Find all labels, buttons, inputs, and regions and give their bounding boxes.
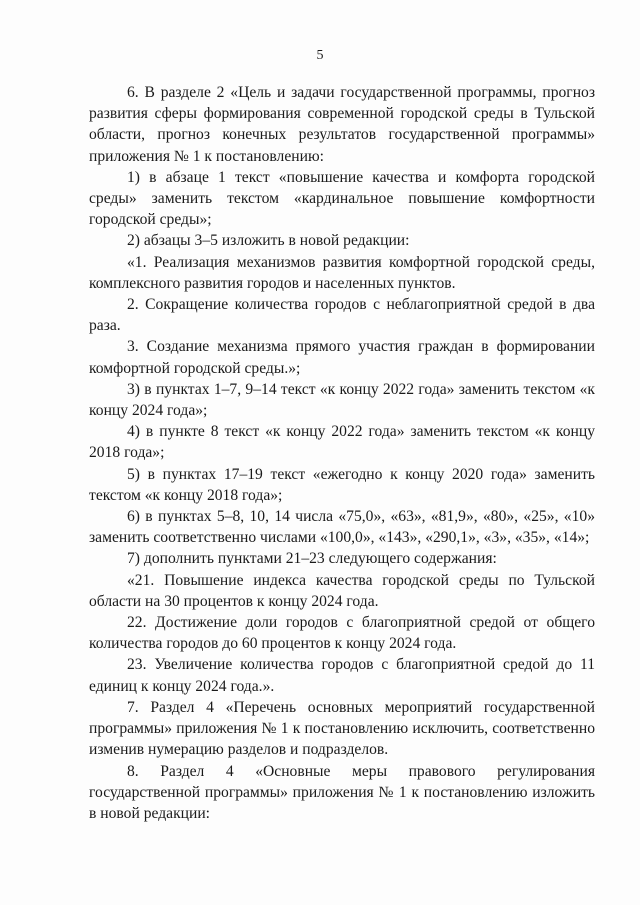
- paragraph: 7) дополнить пунктами 21–23 следующего содержания:: [127, 550, 497, 568]
- paragraph: «21. Повышение индекса качества городской среды по Тульской области на 30 процентов к концу 2024 года.: [89, 571, 595, 610]
- paragraph: «1. Реализация механизмов развития комфортной городской среды, комплексного развития городов и населенных пунктов.: [89, 253, 595, 292]
- paragraph: 4) в пункте 8 текст «к концу 2022 года» заменить текстом «к концу 2018 года»;: [89, 423, 595, 462]
- paragraph: 23. Увеличение количества городов с благоприятной средой до 11 единиц к концу 2024 года.».: [89, 656, 595, 695]
- paragraph: 2) абзацы 3–5 изложить в новой редакции:: [127, 232, 410, 250]
- document-body: [89, 82, 595, 824]
- paragraph: 1) в абзаце 1 текст «повышение качества и комфорта городской среды» заменить текстом «кардинальное повышение комфортности городской среды»;: [89, 168, 595, 229]
- paragraph: 5) в пунктах 17–19 текст «ежегодно к концу 2020 года» заменить текстом «к концу 2018 года»;: [89, 465, 595, 504]
- paragraph: 3. Создание механизма прямого участия граждан в формировании комфортной городской среды.»;: [89, 338, 595, 377]
- paragraph: 3) в пунктах 1–7, 9–14 текст «к концу 2022 года» заменить текстом «к концу 2024 года»;: [89, 380, 595, 420]
- paragraph: 6. В разделе 2 «Цель и задачи государственной программы, прогноз развития сферы формирования современной городской среды в Тульской области, прогноз конечных результатов государственной программы» приложения № 1 к постановлению:: [89, 84, 595, 165]
- paragraph: 2. Сокращение количества городов с неблагоприятной средой в два раза.: [89, 296, 595, 335]
- page-number: 5: [316, 48, 324, 63]
- paragraph: 6) в пунктах 5–8, 10, 14 числа «75,0», «63», «81,9», «80», «25», «10» заменить соответственно числами «100,0», «143», «290,1», «3», «35», «14»;: [89, 508, 595, 547]
- paragraph: 8. Раздел 4 «Основные меры правового регулирования государственной программы» приложения № 1 к постановлению изложить в новой редакции:: [89, 762, 595, 822]
- paragraph: 7. Раздел 4 «Перечень основных мероприятий государственной программы» приложения № 1 к постановлению исключить, соответственно изменив нумерацию разделов и подразделов.: [89, 698, 595, 759]
- paragraph: 22. Достижение доли городов с благоприятной средой от общего количества городов до 60 процентов к концу 2024 года.: [89, 614, 595, 653]
